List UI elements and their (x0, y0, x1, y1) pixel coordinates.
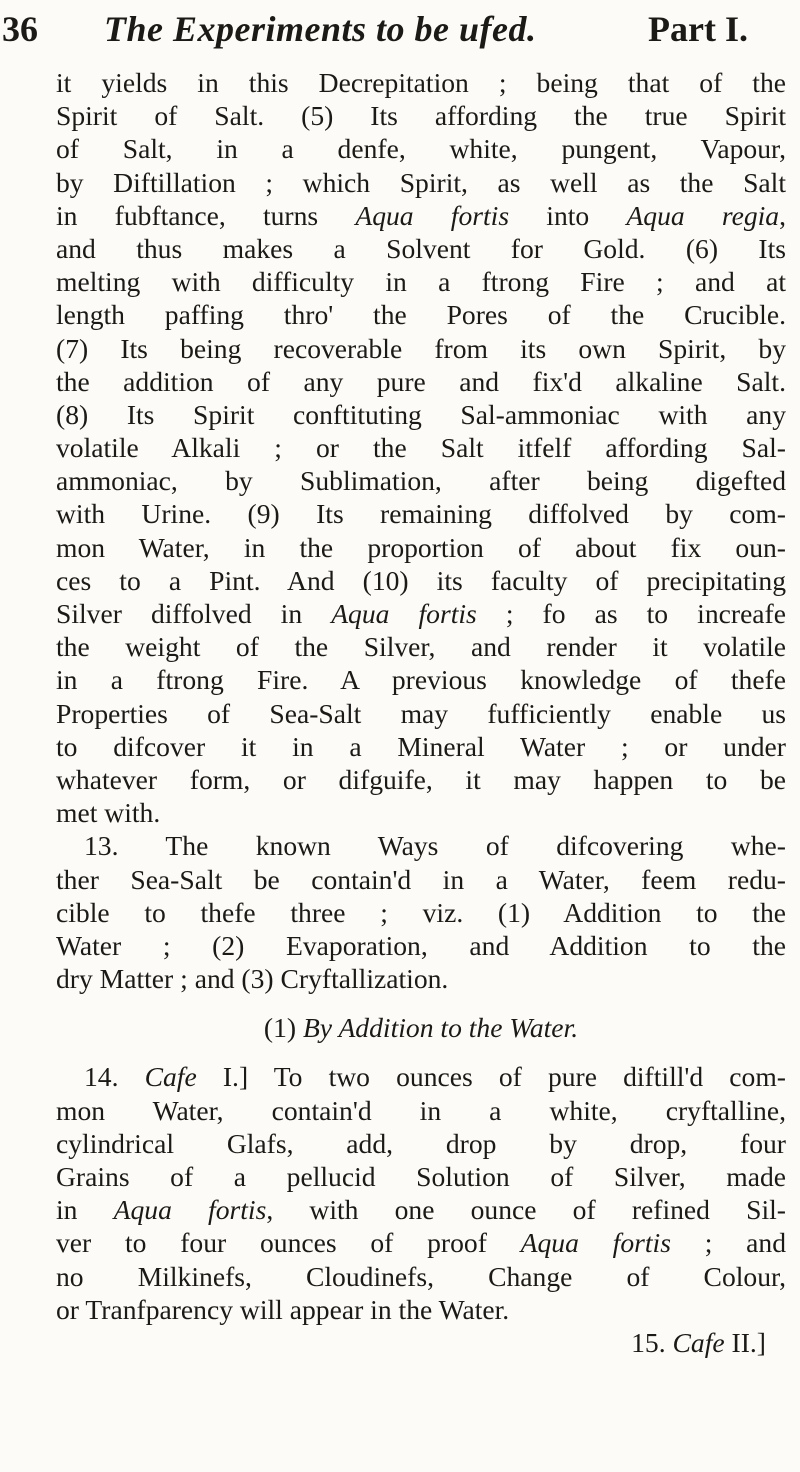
text-span: Properties of Sea-Salt may fufficiently enable us (56, 697, 786, 729)
text-span: the weight of the Silver, and render it volatile (56, 631, 786, 663)
text-line (56, 1060, 786, 1093)
text-span: cylindrical Glafs, add, drop by drop, four (56, 1127, 786, 1159)
text-line (56, 132, 786, 165)
text-span: melting with difficulty in a ftrong Fire ; and at (56, 266, 786, 298)
text-span: length paffing thro' the Pores of the Crucible. (56, 299, 786, 331)
text-span: cible to thefe three ; viz. (1) Addition to the (56, 896, 786, 928)
part-label: Part I. (648, 9, 748, 49)
text-line (56, 431, 786, 464)
text-line (56, 630, 786, 663)
text-span: Silver diffolved in (56, 598, 332, 629)
text-span: volatile Alkali ; or the Salt itfelf affording Sal- (56, 432, 786, 464)
italic-span: Cafe (144, 1061, 197, 1093)
text-span: 14. (84, 1061, 145, 1093)
text-span: by Diftillation ; which Spirit, as well as the Salt (56, 166, 786, 198)
text-line (56, 829, 786, 862)
text-span: or Tranfparency will appear in the Water. (56, 1293, 510, 1325)
italic-span: Aqua fortis (355, 199, 510, 231)
text-line (56, 464, 786, 497)
text-span: 13. The known Ways of difcovering whe- (84, 830, 786, 862)
text-span: Spirit of Salt. (5) Its affording the true Spirit (56, 100, 786, 132)
text-span: in fubftance, turns (56, 199, 356, 231)
running-title: The Experiments to be ufed. (104, 9, 537, 49)
italic-span: Aqua regia (626, 199, 780, 231)
text-span: ver to four ounces of proof (56, 1227, 521, 1259)
text-line (56, 497, 786, 530)
text-span: Water ; (2) Evaporation, and Addition to the (56, 929, 786, 961)
text-line (56, 730, 786, 763)
text-span: , (779, 199, 787, 231)
text-span: no Milkinefs, Cloudinefs, Change of Colour, (56, 1260, 786, 1292)
text-span: of Salt, in a denfe, white, pungent, Vapour, (56, 133, 786, 165)
text-line (56, 1094, 786, 1127)
text-span: (7) Its being recoverable from its own Spirit, by (56, 332, 786, 364)
text-line (56, 763, 786, 796)
text-span: it yields in this Decrepitation ; being that of the (56, 67, 786, 98)
text-span: whatever form, or difguife, it may happen to be (56, 763, 786, 795)
text-line (56, 663, 786, 696)
italic-span: Cafe (672, 1326, 725, 1358)
text-line (56, 1260, 786, 1293)
text-line (56, 365, 786, 398)
text-line (56, 697, 786, 730)
text-line (56, 1127, 786, 1160)
italic-span: Aqua fortis (520, 1227, 671, 1259)
text-span: in (56, 1194, 114, 1226)
text-span: with Urine. (9) Its remaining diffolved by com- (56, 498, 786, 530)
text-line (56, 1160, 786, 1193)
text-line (56, 929, 786, 962)
text-line (56, 896, 786, 929)
text-span: Grains of a pellucid Solution of Silver, made (56, 1161, 786, 1192)
text-span: ces to a Pint. And (10) its faculty of precipitating (56, 564, 786, 596)
text-line (56, 597, 786, 630)
page-number: 36 (2, 9, 38, 49)
text-line (56, 1193, 786, 1226)
text-line (56, 564, 786, 597)
text-span: ; fo as to increafe (476, 598, 786, 629)
text-span: ther Sea-Salt be contain'd in a Water, feem redu- (56, 863, 786, 895)
text-span: (8) Its Spirit conftituting Sal-ammoniac with any (56, 398, 786, 430)
text-span: mon Water, in the proportion of about fix oun- (56, 531, 786, 563)
text-span: the addition of any pure and fix'd alkaline Salt. (56, 365, 786, 397)
text-span: 15. (631, 1326, 673, 1358)
text-span: mon Water, contain'd in a white, cryftalline, (56, 1094, 786, 1126)
text-line (56, 863, 786, 896)
italic-span: Aqua fortis (113, 1194, 267, 1226)
text-line (56, 332, 786, 365)
text-span: ; and (670, 1227, 786, 1259)
text-span: to difcover it in a Mineral Water ; or under (56, 730, 786, 762)
italic-span: Aqua fortis (331, 598, 477, 629)
text-line (56, 1293, 786, 1326)
text-line (56, 199, 786, 232)
text-span: in a ftrong Fire. A previous knowledge of thefe (56, 664, 786, 696)
text-line (56, 298, 786, 331)
body-text (56, 66, 786, 1359)
text-line (56, 962, 786, 995)
text-span: ammoniac, by Sublimation, after being digefted (56, 465, 786, 497)
text-span: met with. (56, 797, 161, 829)
text-line (56, 796, 786, 829)
text-line (56, 531, 786, 564)
text-span: II.] (724, 1326, 766, 1358)
text-line (56, 1326, 786, 1359)
text-line (56, 265, 786, 298)
text-line (56, 166, 786, 199)
section-heading (56, 1011, 786, 1044)
text-span: into (509, 199, 627, 231)
spacer (56, 1044, 786, 1060)
text-line (56, 99, 786, 132)
running-header (0, 4, 800, 56)
text-line (56, 398, 786, 431)
italic-span: By Addition to the Water. (302, 1012, 579, 1044)
text-span: , with one ounce of refined Sil- (266, 1194, 786, 1226)
text-line (56, 1226, 786, 1259)
text-span: (1) (263, 1012, 303, 1044)
spacer (56, 995, 786, 1011)
text-span: I.] To two ounces of pure diftill'd com- (196, 1061, 786, 1093)
text-span: and thus makes a Solvent for Gold. (6) Its (56, 232, 786, 264)
text-span: dry Matter ; and (3) Cryftallization. (56, 963, 449, 995)
text-line (56, 232, 786, 265)
text-line (56, 66, 786, 99)
